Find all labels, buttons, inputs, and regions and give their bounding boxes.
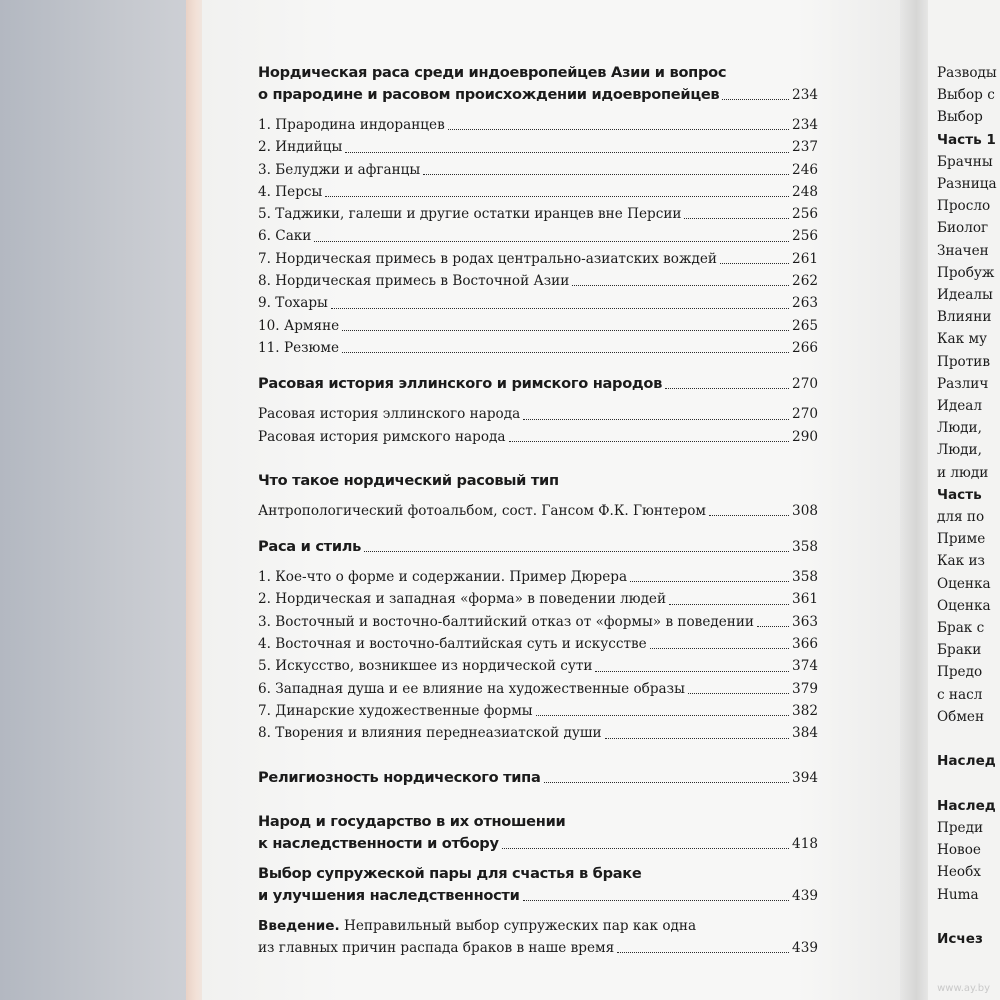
page-number: 308 — [792, 502, 818, 519]
toc-item — [258, 181, 818, 203]
page-number: 256 — [792, 206, 818, 223]
right-page-line: Брачны — [937, 153, 993, 170]
section-title-row — [258, 885, 818, 907]
right-page-line: Обмен — [937, 708, 985, 725]
toc-item — [258, 270, 818, 292]
book-gutter — [900, 0, 930, 1000]
toc-item — [258, 655, 818, 677]
intro-text: Неправильный выбор супружеских пар как одна — [339, 917, 697, 934]
section-title-row — [258, 767, 818, 789]
toc-item — [258, 225, 818, 247]
right-page-line: Биолог — [937, 220, 989, 237]
page-number: 234 — [792, 87, 818, 103]
toc-item — [258, 500, 818, 522]
page-number: 265 — [792, 317, 818, 334]
page-number: 262 — [792, 273, 818, 290]
page-number: 246 — [792, 161, 818, 178]
toc-item — [258, 678, 818, 700]
right-page-line — [937, 906, 997, 928]
dot-leader — [650, 648, 789, 649]
right-page-line: Преди — [937, 819, 984, 836]
toc-item — [258, 292, 818, 314]
dot-leader — [572, 285, 789, 286]
toc-item-label: Расовая история эллинского народа — [258, 406, 521, 423]
dot-leader — [345, 152, 789, 153]
right-page-line: Просло — [937, 198, 991, 215]
right-page-line: Необх — [937, 864, 981, 881]
toc-item-label: 11. Резюме — [258, 339, 339, 356]
toc-section-nordic-type — [258, 470, 818, 522]
toc-item-label: 1. Прародина индоранцев — [258, 117, 445, 133]
section-title: Раса и стиль — [258, 538, 362, 556]
section-title: Расовая история эллинского и римского народов — [258, 375, 663, 393]
intro-entry-line — [258, 915, 818, 937]
dot-leader — [757, 626, 789, 627]
toc-item-label: 2. Нордическая и западная «форма» в поведении людей — [258, 591, 667, 608]
right-page-line: Как му — [937, 331, 988, 348]
right-page-line: Исчез — [937, 930, 983, 947]
right-page-line: Разводы — [937, 65, 997, 81]
page-number: 261 — [792, 250, 818, 267]
page-number: 290 — [792, 428, 818, 445]
dot-leader — [509, 441, 790, 442]
toc-section-hellenic-roman — [258, 373, 818, 448]
dot-leader — [720, 263, 789, 264]
dot-leader — [722, 99, 789, 100]
dot-leader — [544, 782, 790, 783]
toc-section-race-style — [258, 536, 818, 744]
dot-leader — [684, 218, 789, 219]
dot-leader — [523, 900, 790, 901]
toc-item-label: 5. Таджики, галеши и другие остатки иранцев вне Персии — [258, 206, 682, 223]
right-page-line: Влияни — [937, 309, 992, 326]
page-number: 270 — [792, 376, 818, 393]
right-page-line: Выбор — [937, 109, 983, 126]
section-title-line: Выбор супружеской пары для счастья в браке — [258, 864, 642, 882]
page-number: 234 — [792, 117, 818, 133]
page-number: 263 — [792, 295, 818, 312]
toc-item — [258, 722, 818, 744]
toc-item — [258, 403, 818, 425]
right-page-line — [937, 728, 997, 750]
dot-leader — [325, 196, 789, 197]
toc-item-label: 7. Нордическая примесь в родах центрально-азиатских вождей — [258, 250, 717, 267]
section-title-line: Нордическая раса среди индоевропейцев Азии и вопрос — [258, 64, 727, 81]
right-page-line: Наслед — [937, 797, 996, 814]
right-page-line: Брак с — [937, 620, 985, 637]
toc-item-label: 3. Белуджи и афганцы — [258, 161, 421, 178]
page-number: 418 — [792, 835, 818, 852]
table-of-contents — [258, 62, 818, 959]
right-page-line: Люди, — [937, 442, 982, 459]
toc-section-religiosity — [258, 767, 818, 789]
toc-item-list — [258, 114, 818, 359]
toc-item-label: 4. Персы — [258, 183, 323, 200]
toc-item — [258, 248, 818, 270]
toc-item-label: 2. Индийцы — [258, 139, 343, 156]
page-number: 439 — [792, 887, 818, 904]
toc-item-label: 6. Западная душа и ее влияние на художественные образы — [258, 680, 685, 697]
right-page-line: Наслед — [937, 753, 996, 770]
dot-leader — [523, 419, 789, 420]
page-number: 394 — [792, 769, 818, 786]
right-page-line: Против — [937, 353, 990, 370]
toc-item — [258, 426, 818, 448]
section-title-line: к наследственности и отбору — [258, 834, 499, 852]
right-page-line: Пробуж — [937, 264, 995, 281]
section-title-line: о прародине и расовом происхождении идоевропейцев — [258, 86, 720, 103]
right-page-line: Различ — [937, 375, 989, 392]
right-page-line — [937, 773, 997, 795]
right-page-line: Как из — [937, 553, 985, 570]
toc-section-spouse-choice — [258, 863, 818, 959]
section-title-row — [258, 84, 818, 106]
toc-item — [258, 203, 818, 225]
right-page-line: Новое — [937, 842, 981, 859]
right-page-line: Идеалы — [937, 287, 993, 304]
page-number: 374 — [792, 658, 818, 675]
intro-text: из главных причин распада браков в наше время — [258, 939, 615, 956]
toc-item-list — [258, 566, 818, 744]
page-number: 439 — [792, 939, 818, 956]
section-title-row — [258, 833, 818, 855]
right-page-line: для по — [937, 509, 985, 526]
section-title-row — [258, 373, 818, 395]
watermark: www.ay.by — [937, 983, 990, 994]
toc-item — [258, 700, 818, 722]
dot-leader — [605, 738, 789, 739]
section-title: Религиозность нордического типа — [258, 768, 541, 786]
toc-item — [258, 566, 818, 588]
section-title-line: и улучшения наследственности — [258, 886, 520, 904]
toc-item-list — [258, 403, 818, 448]
right-page-line: Люди, — [937, 420, 982, 437]
dot-leader — [364, 551, 789, 552]
right-page-line: Предо — [937, 664, 983, 681]
dot-leader — [331, 308, 789, 309]
dot-leader — [448, 129, 789, 130]
toc-item-list — [258, 500, 818, 522]
right-page-line: Оценка — [937, 597, 991, 614]
right-page-line: Часть 1 — [937, 131, 996, 148]
dot-leader — [630, 581, 789, 582]
toc-item — [258, 611, 818, 633]
dot-leader — [709, 515, 789, 516]
right-page-line: Оценка — [937, 575, 991, 592]
page-number: 358 — [792, 569, 818, 586]
right-page-line: Разница — [937, 176, 997, 193]
page-number: 358 — [792, 539, 818, 556]
right-page-line: Huma — [937, 886, 979, 903]
toc-item — [258, 315, 818, 337]
toc-item-label: 8. Нордическая примесь в Восточной Азии — [258, 273, 570, 290]
dot-leader — [617, 952, 789, 953]
toc-item-label: Расовая история римского народа — [258, 428, 506, 445]
page-number: 361 — [792, 591, 818, 608]
page-number: 382 — [792, 702, 818, 719]
page-number: 384 — [792, 725, 818, 742]
toc-item — [258, 937, 818, 959]
right-page-line: с насл — [937, 686, 983, 703]
page-number: 266 — [792, 339, 818, 356]
toc-item — [258, 588, 818, 610]
dot-leader — [342, 330, 789, 331]
toc-item — [258, 159, 818, 181]
toc-item-label: 10. Армяне — [258, 317, 340, 334]
right-page-text — [937, 62, 997, 950]
dot-leader — [669, 604, 789, 605]
intro-label: Введение. — [258, 917, 340, 934]
page-number: 379 — [792, 680, 818, 697]
dot-leader — [688, 693, 789, 694]
dot-leader — [342, 352, 789, 353]
toc-item-label: 6. Саки — [258, 228, 312, 245]
dot-leader — [536, 715, 789, 716]
toc-item-label: 8. Творения и влияния переднеазиатской души — [258, 725, 602, 742]
right-page-line: Выбор с — [937, 87, 995, 104]
page-number: 237 — [792, 139, 818, 156]
right-page-line: Браки — [937, 642, 982, 659]
dot-leader — [595, 671, 789, 672]
toc-item-label: Антропологический фотоальбом, сост. Гансом Ф.К. Гюнтером — [258, 502, 706, 519]
right-page-line: Приме — [937, 531, 986, 548]
right-page-line: и люди — [937, 464, 989, 481]
right-page-line: Часть — [937, 486, 982, 503]
page-number: 248 — [792, 183, 818, 200]
toc-item-label: 1. Кое-что о форме и содержании. Пример Дюрера — [258, 569, 628, 586]
page-number: 256 — [792, 228, 818, 245]
section-title-row — [258, 536, 818, 558]
section-title-line: Народ и государство в их отношении — [258, 812, 566, 830]
page-number: 363 — [792, 613, 818, 630]
dot-leader — [314, 241, 789, 242]
section-title: Что такое нордический расовый тип — [258, 471, 559, 489]
table-surface — [0, 0, 200, 1000]
toc-section-people-state — [258, 811, 818, 855]
toc-item — [258, 136, 818, 158]
page-number: 270 — [792, 406, 818, 423]
dot-leader — [423, 174, 789, 175]
dot-leader — [665, 388, 789, 389]
toc-item-label: 9. Тохары — [258, 295, 328, 312]
toc-item — [258, 633, 818, 655]
toc-item — [258, 337, 818, 359]
toc-item — [258, 114, 818, 136]
toc-item-label: 4. Восточная и восточно-балтийская суть и искусстве — [258, 636, 647, 653]
toc-item-label: 3. Восточный и восточно-балтийский отказ от «формы» в поведении — [258, 613, 754, 630]
right-page-line: Идеал — [937, 398, 983, 415]
toc-section-nordic-asia — [258, 62, 818, 359]
toc-item-label: 5. Искусство, возникшее из нордической сути — [258, 658, 593, 675]
page-number: 366 — [792, 636, 818, 653]
dot-leader — [502, 848, 789, 849]
right-page-line: Значен — [937, 242, 989, 259]
toc-item-label: 7. Динарские художественные формы — [258, 702, 533, 719]
